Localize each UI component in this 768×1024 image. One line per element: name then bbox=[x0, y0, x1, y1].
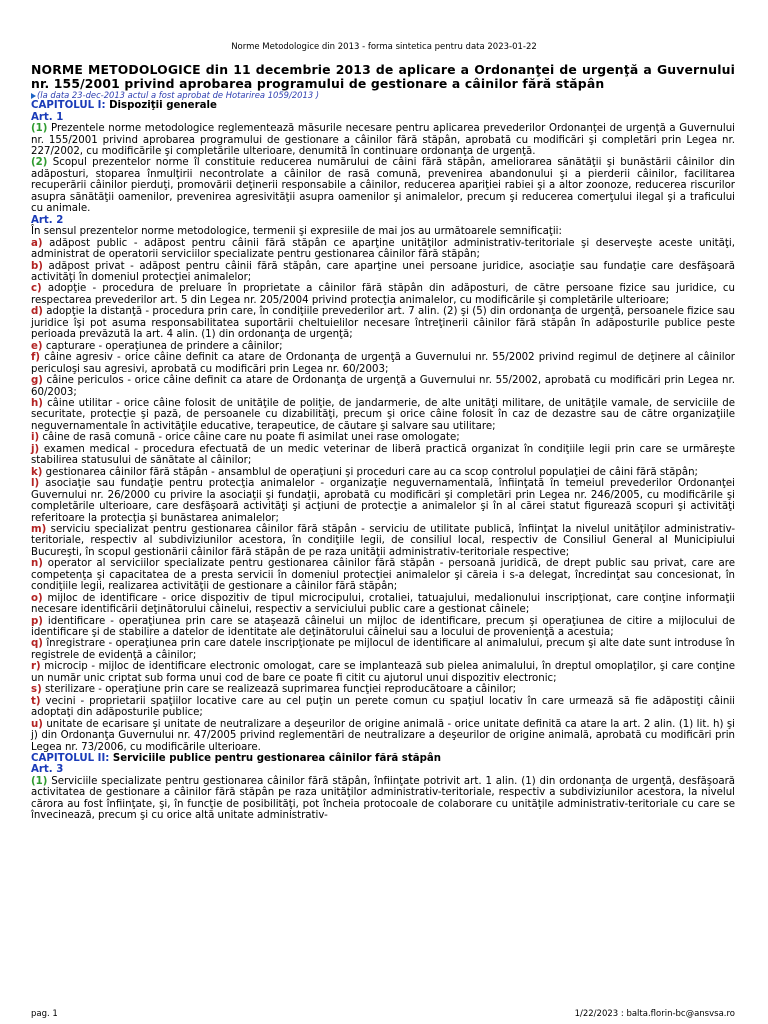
item-letter: h) bbox=[31, 397, 43, 409]
definition-item bbox=[31, 696, 735, 719]
footer-page-number: pag. 1 bbox=[31, 1009, 58, 1019]
paragraph bbox=[31, 776, 735, 822]
definition-item bbox=[31, 616, 735, 639]
paragraph-text: înregistrare - operaţiunea prin care datele inscripţionate pe mijlocul de identificare al animalului, precum şi alte date sunt introduse în registrele de evidenţă a câinilor; bbox=[31, 638, 735, 661]
definition-item bbox=[31, 398, 735, 432]
item-letter: k) bbox=[31, 466, 43, 478]
paragraph bbox=[31, 226, 735, 237]
item-letter: t) bbox=[31, 695, 41, 707]
item-letter: g) bbox=[31, 375, 43, 387]
item-letter: i) bbox=[31, 432, 40, 444]
paragraph-text: gestionarea câinilor fără stăpân - ansamblul de operaţiuni şi proceduri care au ca scop controlul populaţiei de câini fără stăpân; bbox=[42, 466, 698, 478]
paragraph bbox=[31, 157, 735, 214]
item-letter: r) bbox=[31, 661, 41, 673]
paragraph-number: (1) bbox=[31, 775, 48, 787]
definition-item bbox=[31, 524, 735, 558]
paragraph-text: Prezentele norme metodologice reglementează măsurile necesare pentru aplicarea prevederilor Ordonanţei de urgenţă a Guvernului nr. 155/2001 privind aprobarea programului de gestionare a câinilor fără stăpân, aprobată cu modificări şi completări prin Legea nr. 227/2002, cu modificările şi completările ulterioare, denumită în continuare ordonanţa de urgenţă. bbox=[31, 123, 735, 157]
paragraph-text: sterilizare - operaţiune prin care se realizează suprimarea funcţiei reproducătoare a câinilor; bbox=[41, 684, 517, 696]
definition-item bbox=[31, 558, 735, 592]
item-letter: a) bbox=[31, 237, 43, 249]
item-letter: f) bbox=[31, 352, 41, 364]
expand-arrow-icon[interactable] bbox=[31, 93, 36, 99]
item-letter: q) bbox=[31, 638, 43, 650]
paragraph-text: adopţie la distanţă - procedura prin care, în condiţiile prevederilor art. 7 alin. (2) şi (5) din ordonanţa de urgenţă, persoanele fizice sau juridice îşi pot asuma responsabilitatea suportării cheltuielilor necesare întreţinerii câinilor fără stăpân în adăposturile publice peste perioada prevăzută la art. 4 alin. (1) din ordonanţa de urgenţă; bbox=[31, 306, 735, 341]
definition-item bbox=[31, 261, 735, 284]
articles-container bbox=[31, 100, 735, 822]
paragraph-number: (1) bbox=[31, 123, 48, 135]
paragraph-text: serviciu specializat pentru gestionarea câinilor fără stăpân - serviciu de utilitate publică, înfiinţat la nivelul unităţilor administrativ-teritoriale, respectiv al subdiviziunilor acestora, în condiţiile legii, de consiliul local, respectiv de Consiliul General al Municipiului Bucureşti, în scopul gestionării câinilor fără stăpân de pe raza unităţii administrativ-teritoriale respective; bbox=[31, 523, 735, 558]
document-title: NORME METODOLOGICE din 11 decembrie 2013 de aplicare a Ordonanţei de urgenţă a Guvernului nr. 155/2001 privind aprobarea programului de gestionare a câinilor fără stăpân bbox=[31, 62, 735, 91]
item-letter: e) bbox=[31, 340, 43, 352]
paragraph-text: identificare - operaţiunea prin care se ataşează câinelui un mijloc de identificare, precum şi operaţiunea de citire a mijlocului de identificare şi de stabilire a datelor de identitate ale deţinătorului câinelui sau a locului de provenienţă a acestuia; bbox=[31, 615, 735, 639]
paragraph-text: adăpost privat - adăpost pentru câinii fără stăpân, care aparţine unei persoane juridice, asociaţie sau fundaţie care desfăşoară activităţi în domeniul protecţiei animalelor; bbox=[31, 260, 735, 283]
article-heading[interactable]: Art. 2 bbox=[31, 214, 64, 226]
article-heading[interactable]: Art. 3 bbox=[31, 764, 64, 776]
paragraph-number: (2) bbox=[31, 157, 48, 169]
paragraph-text: adăpost public - adăpost pentru câinii fără stăpân ce aparţine unităţilor administrativ-teritoriale şi deserveşte aceste unităţi, administrat de operatorii serviciilor specializate pentru gestionarea câinilor fără stăpân; bbox=[31, 237, 735, 261]
definition-item bbox=[31, 684, 735, 695]
definition-item bbox=[31, 283, 735, 306]
definition-item bbox=[31, 352, 735, 375]
item-letter: c) bbox=[31, 283, 42, 295]
paragraph-text: În sensul prezentelor norme metodologice, termenii şi expresiile de mai jos au următoarele semnificaţii: bbox=[31, 226, 562, 238]
paragraph-text: câine de rasă comună - orice câine care nu poate fi asimilat unei rase omologate; bbox=[39, 432, 460, 444]
paragraph-text: operator al serviciilor specializate pentru gestionarea câinilor fără stăpân - persoană juridică, de drept public sau privat, care are competenţa şi capacitatea de a presta servicii în domeniul protecţiei animalelor şi căreia i s-a delegat, încredinţat sau concesionat, în condiţiile legii, realizarea activităţii de gestionare a câinilor fără stăpân; bbox=[31, 558, 735, 593]
paragraph-text: microcip - mijloc de identificare electronic omologat, care se implantează sub pielea animalului, în dreptul omoplaţilor, şi care conţine un număr unic criptat sub forma unui cod de bare ce poate fi citit cu ajutorul unui dispozitiv electronic; bbox=[31, 661, 735, 684]
item-letter: m) bbox=[31, 523, 47, 535]
item-letter: s) bbox=[31, 684, 42, 696]
definition-item bbox=[31, 432, 735, 443]
paragraph-text: Scopul prezentelor norme îl constituie reducerea numărului de câini fără stăpân, ameliorarea sănătăţii şi bunăstării câinilor din adăposturi, stoparea înmulţirii necontrolate a câinilor de rasă comună, prevenirea abandonului şi a pierderii câinilor, facilitarea recuperării câinilor pierduţi, promovării deţinerii responsabile a câinilor, reducerea apariţiei rabiei şi a altor zoonoze, reducerea riscurilor asupra sănătăţii oamenilor, prevenirea agresivităţii asupra oamenilor şi animalelor, precum şi reducerea comerţului ilegal şi a traficului cu animale. bbox=[31, 157, 735, 215]
item-letter: b) bbox=[31, 260, 43, 272]
chapter-label: CAPITOLUL II: bbox=[31, 753, 110, 765]
definition-item bbox=[31, 467, 735, 478]
article-heading[interactable]: Art. 1 bbox=[31, 111, 64, 123]
definition-item bbox=[31, 306, 735, 340]
definition-item bbox=[31, 444, 735, 467]
paragraph bbox=[31, 123, 735, 157]
definition-item bbox=[31, 719, 735, 753]
definition-item bbox=[31, 341, 735, 352]
item-letter: u) bbox=[31, 718, 43, 730]
chapter-title: Dispoziţii generale bbox=[105, 100, 217, 112]
chapter-heading bbox=[31, 753, 735, 764]
paragraph-text: mijloc de identificare - orice dispozitiv de tipul microcipului, crotaliei, tatuajului, medalionului inscripţionat, care conţine informaţii necesare identificării deţinătorului câinelui, respectiv a serviciului public care a gestionat câinele; bbox=[31, 592, 735, 616]
approval-note[interactable] bbox=[31, 90, 735, 100]
document-body bbox=[31, 63, 735, 822]
definition-item bbox=[31, 661, 735, 684]
paragraph-text: vecini - proprietarii spaţiilor locative care au cel puţin un perete comun cu spaţiul locativ în care urmează să fie adăpostiţi câinii adoptaţi din adăposturile publice; bbox=[31, 695, 735, 719]
paragraph-text: câine utilitar - orice câine folosit de unităţile de poliţie, de jandarmerie, de alte unităţi militare, de unităţile vamale, de serviciile de securitate, protecţie şi pază, de persoanele cu dizabilităţi, precum şi orice câine folosit în caz de dezastre sau de către organizaţiile neguvernamentale în activităţile educative, terapeutice, de căutare şi salvare sau utilitare; bbox=[31, 397, 735, 432]
paragraph-text: unitate de ecarisare şi unitate de neutralizare a deşeurilor de origine animală - orice unitate definită ca atare la art. 2 alin. (1) lit. h) şi j) din Ordonanţa Guvernului nr. 47/2005 privind reglementări de neutralizare a deşeurilor de origine animală, aprobată cu modificări prin Legea nr. 73/2006, cu modificările ulterioare. bbox=[31, 718, 735, 753]
item-letter: d) bbox=[31, 306, 43, 318]
approval-note-text: (la data 23-dec-2013 actul a fost aprobat de Hotarirea 1059/2013 ) bbox=[37, 90, 320, 101]
paragraph-text: câine agresiv - orice câine definit ca atare de Ordonanţa de urgenţă a Guvernului nr. 55/2002 privind regimul de deţinere al câinilor periculoşi sau agresivi, aprobată cu modificări prin Legea nr. 60/2003; bbox=[31, 352, 735, 375]
chapter-heading bbox=[31, 100, 735, 111]
running-header: Norme Metodologice din 2013 - forma sintetica pentru data 2023-01-22 bbox=[231, 42, 537, 52]
paragraph-text: câine periculos - orice câine definit ca atare de Ordonanţa de urgenţă a Guvernului nr. 55/2002, aprobată cu modificări prin Legea nr. 60/2003; bbox=[31, 375, 735, 398]
item-letter: l) bbox=[31, 478, 40, 490]
item-letter: n) bbox=[31, 558, 43, 570]
item-letter: p) bbox=[31, 615, 43, 627]
paragraph-text: asociaţie sau fundaţie pentru protecţia animalelor - organizaţie neguvernamentală, înfiinţată în temeiul prevederilor Ordonanţei Guvernului nr. 26/2000 cu privire la asociaţii şi fundaţii, aprobată cu modificări şi completări prin Legea nr. 246/2005, cu modificările şi completările ulterioare, care desfăşoară activităţi şi acţiuni de protecţie a animalelor şi în al cărei statut figurează scopuri şi activităţi referitoare la protecţia şi bunăstarea animalelor; bbox=[31, 478, 735, 524]
definition-item bbox=[31, 238, 735, 261]
definition-item bbox=[31, 375, 735, 398]
paragraph-text: adopţie - procedura de preluare în proprietate a câinilor fără stăpân din adăposturi, de către persoane fizice sau juridice, cu respectarea prevederilor art. 5 din Legea nr. 205/2004 privind protecţia animalelor, cu modificările şi completările ulterioare; bbox=[31, 283, 735, 306]
paragraph-text: Serviciile specializate pentru gestionarea câinilor fără stăpân, înfiinţate potrivit art. 1 alin. (1) din ordonanţa de urgenţă, desfăşoară activitatea de gestionare a câinilor fără stăpân pe raza unităţilor administrativ-teritoriale, respectiv a subdiviziunilor acestora, la nivelul cărora au fost înfiinţate, şi, în funcţie de posibilităţi, pot încheia protocoale de colaborare cu unităţile administrativ-teritoriale cu care se învecinează, precum şi cu orice altă unitate administrativ- bbox=[31, 775, 735, 822]
footer-date-user: 1/22/2023 : balta.florin-bc@ansvsa.ro bbox=[574, 1009, 735, 1019]
paragraph-text: examen medical - procedura efectuată de un medic veterinar de liberă practică organizat în condiţiile legii prin care se urmăreşte stabilirea statusului de sănătate al câinilor; bbox=[31, 443, 735, 467]
paragraph-text: capturare - operaţiunea de prindere a câinilor; bbox=[42, 340, 283, 352]
definition-item bbox=[31, 593, 735, 616]
item-letter: j) bbox=[31, 443, 40, 455]
definition-item bbox=[31, 638, 735, 661]
chapter-title: Serviciile publice pentru gestionarea câinilor fără stăpân bbox=[109, 753, 442, 765]
chapter-label: CAPITOLUL I: bbox=[31, 100, 106, 112]
definition-item bbox=[31, 478, 735, 524]
item-letter: o) bbox=[31, 592, 43, 604]
